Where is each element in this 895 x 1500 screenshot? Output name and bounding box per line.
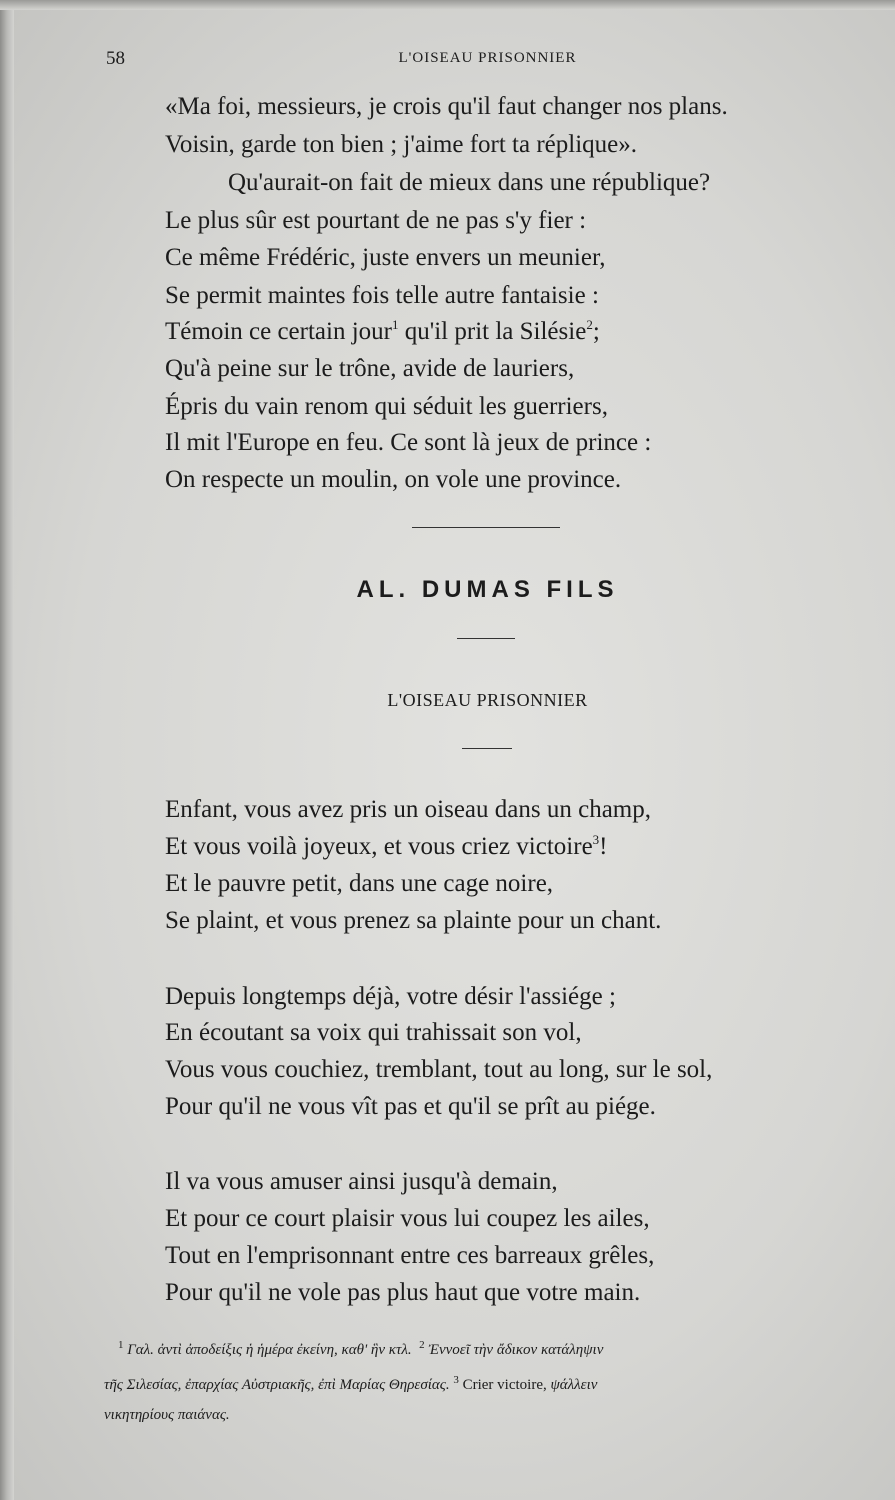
footnote-mark: 2 [419, 1339, 425, 1351]
verse-line: Pour qu'il ne vole pas plus haut que votre main. [165, 1279, 641, 1306]
verse-line: Enfant, vous avez pris un oiseau dans un champ, [165, 796, 651, 823]
footnote-text: Γαλ. ἀντὶ ἀποδείξις ἡ ἡμέρα ἐκείνη, καθ' ἣν κτλ. [127, 1342, 412, 1358]
footnote-mark: 1 [118, 1339, 124, 1351]
verse-line: Qu'à peine sur le trône, avide de lauriers, [165, 355, 575, 382]
verse-text: qu'il prit la Silésie [404, 318, 587, 345]
verse-line: Voisin, garde ton bien ; j'aime fort ta réplique». [165, 131, 637, 158]
verse-line: Et le pauvre petit, dans une cage noire, [165, 870, 554, 897]
page-number: 58 [106, 48, 125, 69]
footnote-text: νικητηρίους παιάνας. [104, 1407, 230, 1423]
verse-text: Et vous voilà joyeux, et vous criez victoire [165, 833, 593, 860]
footnote-line [104, 1400, 879, 1430]
footnote-ref: 2 [586, 317, 593, 332]
verse-line: Depuis longtemps déjà, votre désir l'assiége ; [165, 983, 616, 1010]
footnote-text: τῆς Σιλεσίας, ἐπαρχίας Αὐστριακῆς, ἐπὶ Μαρίας Θηρεσίας. [104, 1377, 450, 1393]
poem-title: L'OISEAU PRISONNIER [387, 690, 588, 710]
footnote-ref: 1 [391, 317, 399, 332]
verse-line: On respecte un moulin, on vole une province. [165, 466, 622, 493]
verse-line: Épris du vain renom qui séduit les guerriers, [165, 393, 608, 420]
verse-punctuation: ; [592, 318, 600, 345]
footnotes [104, 1330, 879, 1430]
footnote-text: Ἐννοεῖ τὴν ἄδικον κατάληψιν [428, 1342, 604, 1358]
verse-line: Et pour ce court plaisir vous lui coupez les ailes, [165, 1205, 650, 1232]
verse-line: Qu'aurait-on fait de mieux dans une république? [228, 169, 711, 196]
footnote-ref: 3 [592, 832, 600, 847]
footnote-line [104, 1330, 879, 1365]
ornamental-rule [457, 638, 515, 639]
verse-text: Témoin ce certain jour [165, 318, 392, 345]
verse-line: Ce même Frédéric, juste envers un meunier, [165, 244, 606, 271]
verse-line-with-notes [165, 317, 600, 347]
page-top-shadow [0, 0, 895, 10]
footnote-text: ψάλλειν [550, 1377, 598, 1393]
verse-line-with-note [165, 832, 608, 862]
footnote-text: Crier victoire, [462, 1377, 547, 1393]
verse-line: Il va vous amuser ainsi jusqu'à demain, [165, 1168, 558, 1195]
ornamental-rule [462, 748, 512, 749]
verse-line: Tout en l'emprisonnant entre ces barreaux grêles, [165, 1242, 655, 1269]
verse-line: Le plus sûr est pourtant de ne pas s'y fier : [165, 207, 587, 234]
verse-line: Se permit maintes fois telle autre fantaisie : [165, 282, 599, 309]
footnote-line [104, 1365, 879, 1400]
verse-line: Vous vous couchiez, tremblant, tout au long, sur le sol, [165, 1056, 713, 1083]
page-gutter-shadow [0, 0, 14, 1500]
footnote-mark: 3 [453, 1374, 459, 1386]
verse-line: «Ma foi, messieurs, je crois qu'il faut changer nos plans. [165, 93, 728, 120]
page-header [0, 48, 895, 72]
running-head: L'OISEAU PRISONNIER [398, 50, 577, 66]
verse-line: En écoutant sa voix qui trahissait son vol, [165, 1019, 582, 1046]
verse-line: Pour qu'il ne vous vît pas et qu'il se prît au piége. [165, 1093, 656, 1120]
verse-line: Se plaint, et vous prenez sa plainte pour un chant. [165, 907, 662, 934]
verse-punctuation: ! [599, 833, 608, 860]
verse-line: Il mit l'Europe en feu. Ce sont là jeux de prince : [165, 429, 652, 456]
author-heading: AL. DUMAS FILS [356, 576, 619, 603]
section-divider [412, 527, 560, 528]
